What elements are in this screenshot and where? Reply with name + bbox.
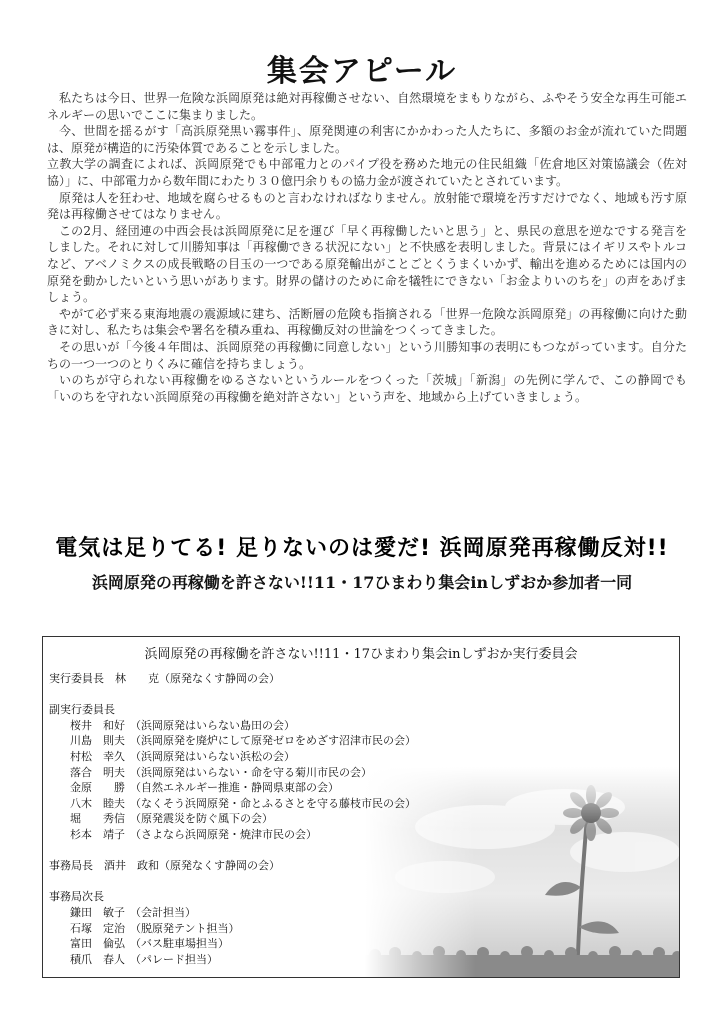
member-org: （脱原発テント担当） bbox=[130, 921, 240, 935]
vice-role: 副実行委員長 bbox=[49, 703, 115, 717]
secgen-name: 酒井 政和（原発なくす静岡の会） bbox=[104, 859, 280, 873]
appeal-paragraph: 今、世間を揺るがす「高浜原発黒い霧事件」、原発関連の利害にかかわった人たちに、多額のお金が流れていた問題は、原発が構造的に汚染体質であることを示しました。 bbox=[47, 124, 687, 155]
member-org: （原発震災を防ぐ風下の会） bbox=[130, 812, 273, 826]
member-org: （浜岡原発はいらない浜松の会） bbox=[130, 749, 295, 763]
vice-chair-member bbox=[49, 796, 469, 812]
member-org: （パレード担当） bbox=[130, 952, 218, 966]
deputy-member bbox=[49, 905, 469, 921]
member-org: （なくそう浜岡原発・命とふるさとを守る藤枝市民の会） bbox=[130, 796, 416, 810]
vice-chair-member bbox=[49, 749, 469, 765]
member-name: 堀 秀信 bbox=[70, 812, 125, 826]
appeal-paragraph: いのちが守られない再稼働をゆるさないというルールをつくった「茨城」「新潟」の先例に学んで、この静岡でも「いのちを守れない浜岡原発の再稼働を絶対許さない」という声を、地域から上げていきましょう。 bbox=[47, 373, 687, 404]
appeal-paragraph: その思いが「今後４年間は、浜岡原発の再稼働に同意しない」という川勝知事の表明にもつながっています。自分たちの一つ一つのとりくみに確信を持ちましょう。 bbox=[47, 339, 687, 371]
member-name: 積爪 春人 bbox=[70, 952, 125, 966]
secgen-row bbox=[49, 858, 469, 874]
member-org: （さよなら浜岡原発・焼津市民の会） bbox=[130, 827, 317, 841]
member-org: （会計担当） bbox=[130, 905, 196, 919]
member-org: （浜岡原発はいらない島田の会） bbox=[130, 718, 295, 732]
member-org: （浜岡原発はいらない・命を守る菊川市民の会） bbox=[130, 765, 372, 779]
chair-role: 実行委員長 bbox=[49, 672, 104, 685]
member-name: 八木 睦夫 bbox=[70, 796, 125, 810]
member-org: （浜岡原発を廃炉にして原発ゼロをめざす沼津市民の会） bbox=[130, 734, 416, 748]
chair-name: 林 克（原発なくす静岡の会） bbox=[115, 672, 280, 685]
vice-chair-member bbox=[49, 765, 469, 781]
member-name: 金原 勝 bbox=[70, 781, 125, 795]
member-name: 桜井 和好 bbox=[70, 718, 125, 732]
member-name: 村松 幸久 bbox=[70, 749, 125, 763]
page-title: 集会アピール bbox=[266, 54, 458, 89]
secgen-role: 事務局長 bbox=[49, 859, 93, 873]
appeal-body bbox=[47, 90, 687, 405]
chair-row bbox=[49, 671, 469, 687]
committee-roster bbox=[49, 671, 469, 967]
slogan-heading: 電気は足りてる! 足りないのは愛だ! 浜岡原発再稼働反対!! bbox=[55, 536, 669, 561]
member-org: （自然エネルギー推進・静岡県東部の会） bbox=[130, 781, 339, 795]
member-name: 富田 倫弘 bbox=[70, 937, 125, 951]
committee-title: 浜岡原発の再稼働を許さない!!11・17ひまわり集会inしずおか実行委員会 bbox=[144, 647, 578, 662]
member-org: （バス駐車場担当） bbox=[130, 937, 229, 951]
committee-box bbox=[42, 636, 680, 978]
member-name: 杉本 靖子 bbox=[70, 827, 125, 841]
member-name: 石塚 定治 bbox=[70, 921, 125, 935]
deputy-role: 事務局次長 bbox=[49, 890, 104, 904]
member-name: 落合 明夫 bbox=[70, 765, 125, 779]
vice-chair-member bbox=[49, 827, 469, 843]
deputy-member bbox=[49, 921, 469, 937]
appeal-paragraph: やがて必ず来る東海地震の震源域に建ち、活断層の危険も指摘される「世界一危険な浜岡原発」の再稼働に向けた動きに対し、私たちは集会や署名を積み重ね、再稼働反対の世論をつくってきました。 bbox=[47, 306, 687, 338]
participants-line: 浜岡原発の再稼働を許さない!!11・17ひまわり集会inしずおか参加者一同 bbox=[91, 573, 633, 592]
appeal-paragraph: この2月、経団連の中西会長は浜岡原発に足を運び「早く再稼働したいと思う」と、県民の意思を逆なでする発言をしました。それに対して川勝知事は「再稼働できる状況にない」と不快感を表明しました。背景にはイギリスやトルコなど、アベノミクスの成長戦略の目玉の一つである原発輸出がことごとくうまくいかず、輸出を進めるためには国内の原発を動かしたいという思いがあります。財界の儲けのために命を犠牲にできない「お金よりいのちを」の声をあげましょう。 bbox=[47, 223, 687, 305]
deputy-member bbox=[49, 936, 469, 952]
vice-chair-member bbox=[49, 718, 469, 734]
vice-chair-member bbox=[49, 811, 469, 827]
vice-chair-member bbox=[49, 780, 469, 796]
deputy-member bbox=[49, 952, 469, 968]
member-name: 川島 則夫 bbox=[70, 734, 125, 748]
appeal-paragraph: 立教大学の調査によれば、浜岡原発でも中部電力とのパイプ役を務めた地元の住民組織「佐倉地区対策協議会（佐対協）」に、中部電力から数年間にわたり３０億円余りもの協力金が渡されていたとされています。 bbox=[47, 157, 687, 188]
appeal-paragraph: 原発は人を狂わせ、地域を腐らせるものと言わなければなりません。放射能で環境を汚すだけでなく、地域も汚す原発は再稼働させてはなりません。 bbox=[47, 190, 687, 222]
member-name: 鎌田 敏子 bbox=[70, 905, 125, 919]
appeal-paragraph: 私たちは今日、世界一危険な浜岡原発は絶対再稼働させない、自然環境をまもりながら、ふやそう安全な再生可能エネルギーの思いでここに集まりました。 bbox=[47, 91, 687, 122]
vice-chair-member bbox=[49, 733, 469, 749]
